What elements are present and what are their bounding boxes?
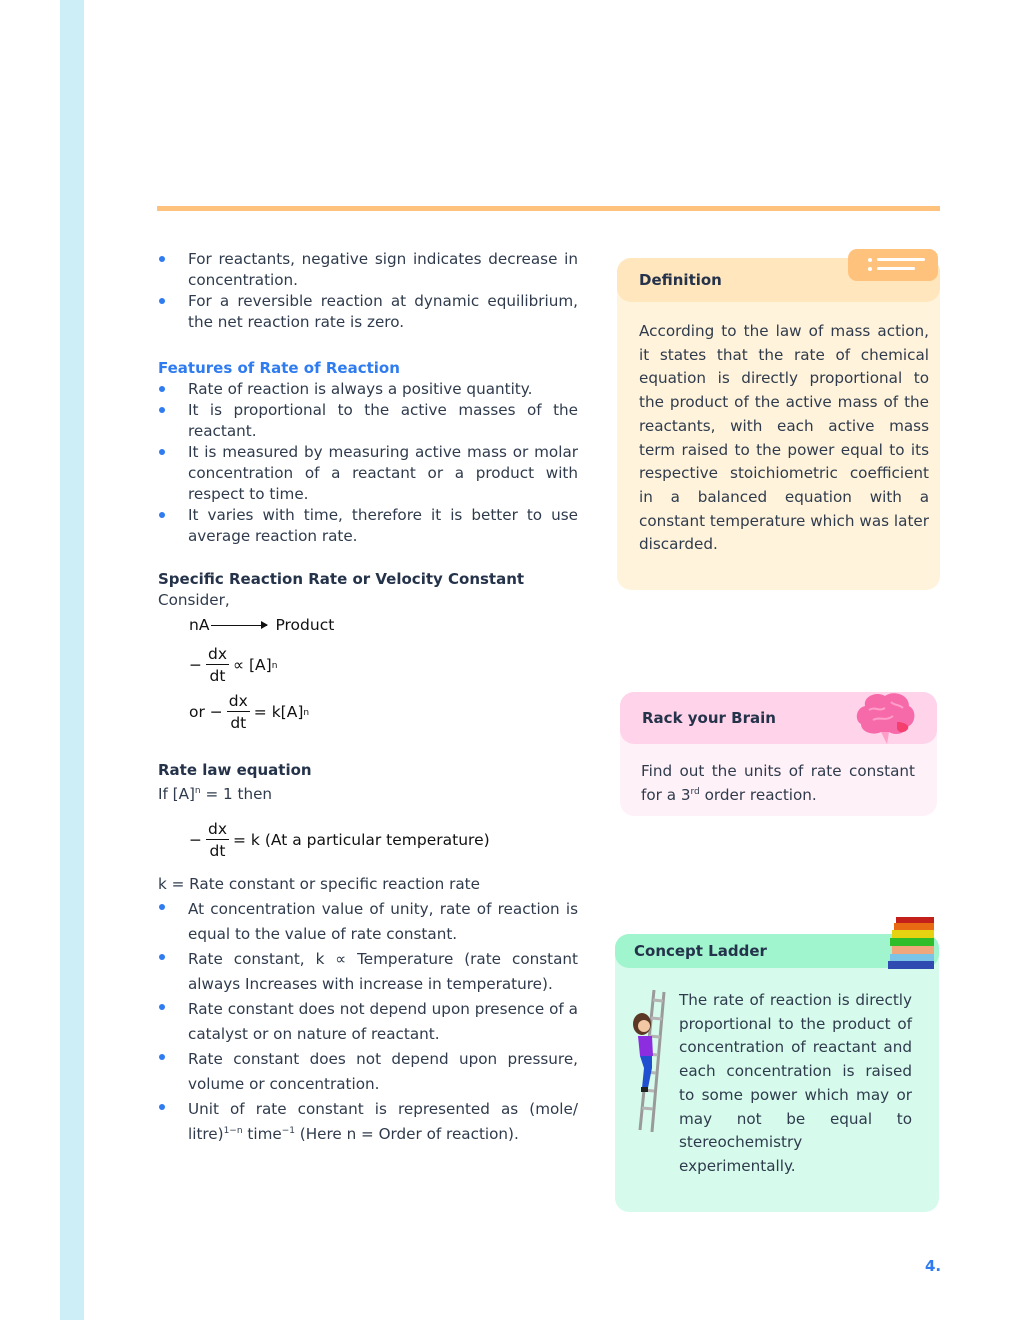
list-icon [848,249,938,281]
main-column [158,249,578,1147]
books-icon [888,917,936,969]
definition-card [617,258,940,590]
list-item: Rate constant, k ∝ Temperature (rate constant always Increases with increase in temperature). [158,947,578,997]
k-definition: k = Rate constant or specific reaction rate [158,875,480,893]
rate-equation: or − $\frac{dx}{dt}$ = k[A] n [189,692,310,732]
list-item: For reactants, negative sign indicates decrease in concentration. [158,249,578,291]
list-item: At concentration value of unity, rate of reaction is equal to the value of rate constant. [158,897,578,947]
girl-climbing-ladder-illustration [632,990,672,1132]
list-item: Rate constant does not depend upon presence of a catalyst or on nature of reactant. [158,997,578,1047]
reaction-equation [189,615,578,636]
features-bullet-list [158,379,578,547]
rate-law-condition: If $[A]^n = 1$ then [158,785,273,803]
ladder-title: Concept Ladder [615,934,939,968]
reactant: nA [189,616,210,634]
rack-title: Rack your Brain [620,692,937,744]
rate-law-bullet-list [158,897,578,1147]
features-heading: Features of Rate of Reaction [158,359,400,377]
header-rule [157,206,940,211]
arrow-right-icon [211,625,267,626]
list-item: Rate constant does not depend upon pressure, volume or concentration. [158,1047,578,1097]
list-item: Unit of rate constant is represented as (mole/ litre)$^{1-n}$ time$^{-1}$ (Here n = Order of reaction). [158,1097,578,1147]
list-item: Rate of reaction is always a positive quantity. [158,379,578,400]
definition-title: Definition [617,258,940,302]
rack-text: Find out the units of rate constant for a 3rd order reaction. [641,762,915,804]
list-item: It varies with time, therefore it is better to use average reaction rate. [158,505,578,547]
fraction: $\frac{dx}{dt}$ [208,645,228,685]
side-strip [60,0,84,1320]
definition-text: According to the law of mass action, it states that the rate of chemical equation is directly proportional to the product of the active mass of the reactants, with each active mass term raised to the power equal to its respective stoichiometric coefficient in a balanced equation with a constant temperature which was later discarded. [639,322,929,554]
intro-bullet-list [158,249,578,333]
specific-rate-heading: Specific Reaction Rate or Velocity Constant [158,570,525,588]
fraction: $\frac{dx}{dt}$ [228,692,248,732]
list-item: For a reversible reaction at dynamic equilibrium, the net reaction rate is zero. [158,291,578,333]
page-number: 4. [925,1257,942,1275]
rate-law-equation: − $\frac{dx}{dt}$ = k (At a particular temperature) [189,820,490,860]
consider-text: Consider, [158,591,230,609]
list-item: It is proportional to the active masses of the reactant. [158,400,578,442]
rate-law-heading: Rate law equation [158,761,312,779]
list-item: It is measured by measuring active mass or molar concentration of a reactant or a product with respect to time. [158,442,578,505]
rate-proportional-equation: − $\frac{dx}{dt}$ ∝ [A] n [189,645,278,685]
product: Product [275,616,335,634]
brain-icon [855,692,917,746]
ladder-text: The rate of reaction is directly proportional to the product of concentration of reactant and each concentration is raised to some power which may or may not be equal to stereochemistry experimentally. [679,991,912,1175]
fraction: $\frac{dx}{dt}$ [208,820,228,860]
